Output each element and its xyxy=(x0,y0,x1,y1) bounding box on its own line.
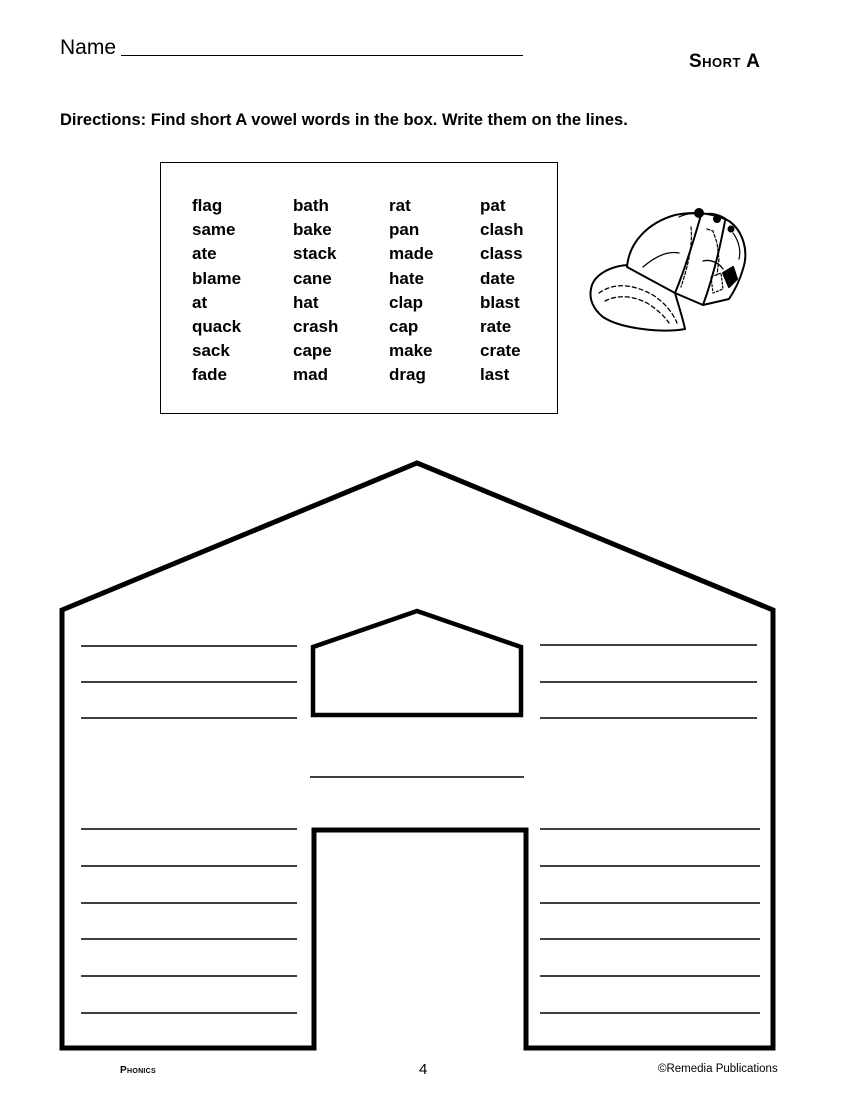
word-item: blame xyxy=(192,268,242,288)
window-outline xyxy=(313,611,521,715)
topic-title: Short A xyxy=(689,51,761,72)
word-item: class xyxy=(480,244,523,264)
word-item: same xyxy=(192,220,236,240)
word-item: make xyxy=(389,341,433,361)
word-item: sack xyxy=(192,341,230,361)
word-item: bake xyxy=(293,220,332,240)
footer-copyright: ©Remedia Publications xyxy=(658,1063,778,1075)
name-label: Name xyxy=(60,36,117,59)
word-item: made xyxy=(389,244,434,264)
word-item: pat xyxy=(480,196,506,215)
word-item: bath xyxy=(293,196,329,215)
word-item: hate xyxy=(389,268,424,288)
word-item: clap xyxy=(389,292,424,312)
word-item: crash xyxy=(293,317,339,336)
word-item: at xyxy=(192,292,208,312)
word-item: last xyxy=(480,365,510,385)
word-item: cap xyxy=(389,317,419,336)
word-item: ate xyxy=(192,244,217,264)
word-item: flag xyxy=(192,196,223,215)
word-item: pan xyxy=(389,220,420,240)
word-item: rate xyxy=(480,317,512,336)
word-item: crate xyxy=(480,341,521,361)
directions-text: Directions: Find short A vowel words in the box. Write them on the lines. xyxy=(60,111,628,129)
house-outline xyxy=(62,463,773,1048)
word-item: cane xyxy=(293,268,332,288)
page-number: 4 xyxy=(419,1061,428,1078)
word-item: rat xyxy=(389,196,411,215)
word-item: stack xyxy=(293,244,337,264)
word-item: mad xyxy=(293,365,328,385)
word-item: cape xyxy=(293,341,332,361)
word-item: drag xyxy=(389,365,426,385)
word-item: fade xyxy=(192,365,227,385)
footer-series: Phonics xyxy=(120,1065,156,1076)
word-item: hat xyxy=(293,292,319,312)
word-item: clash xyxy=(480,220,524,240)
word-item: blast xyxy=(480,292,520,312)
word-item: quack xyxy=(192,317,242,336)
word-item: date xyxy=(480,268,515,288)
